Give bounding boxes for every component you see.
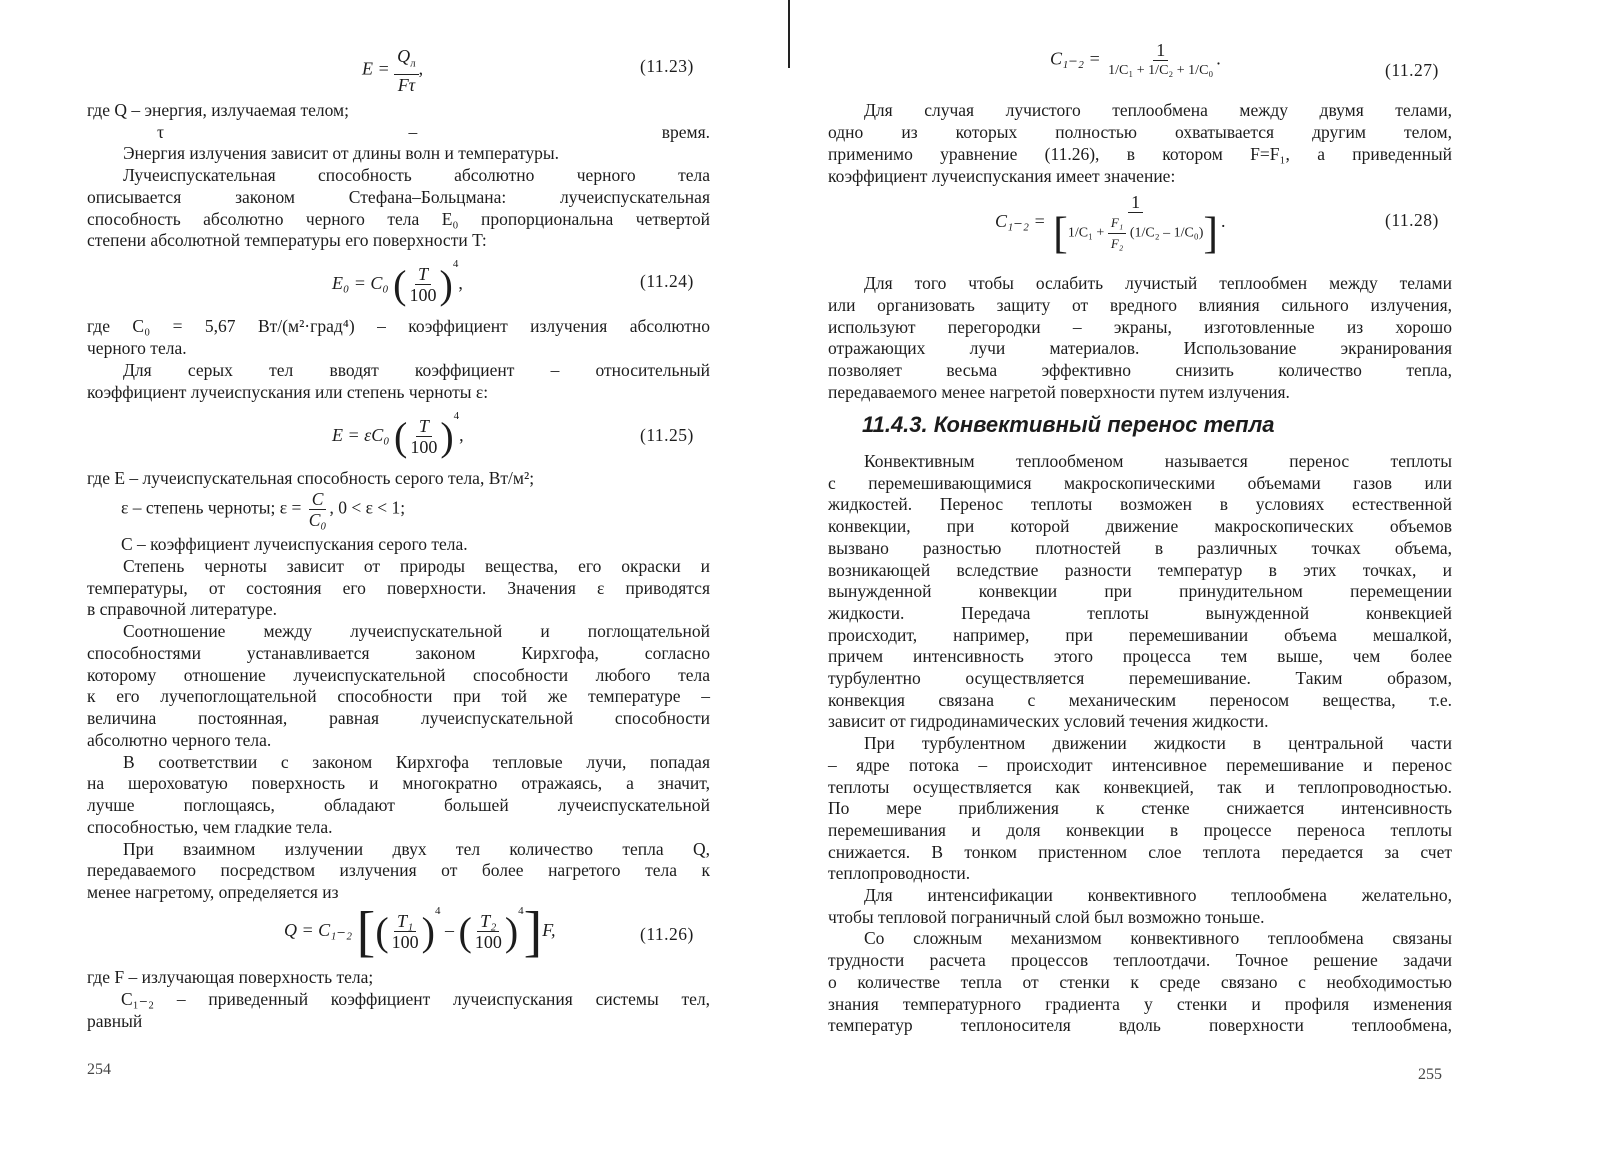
text-line: C – коэффициент лучеиспускания серого тела.	[121, 534, 468, 554]
equation-number: (11.27)	[1385, 60, 1439, 80]
text-line: к его лучепоглощательной способности при той же температуре –	[87, 686, 710, 707]
text-line: степени абсолютной температуры его поверхности T:	[87, 230, 487, 251]
equation-11-23: E = $\frac{Q_л}{F\tau}$ ,	[362, 46, 424, 95]
text-line: При турбулентном движении жидкости в центральной части	[864, 733, 1452, 754]
text-line: Для того чтобы ослабить лучистый теплообмен между телами	[864, 273, 1452, 293]
text-line: зависит от гидродинамических условий течения жидкости.	[828, 711, 1269, 732]
text-line: отражающих лучи материалов. Использование экранирования	[828, 338, 1452, 359]
equation-number: (11.24)	[640, 271, 694, 291]
text-line: коэффициент лучеиспускания имеет значение:	[828, 166, 1176, 186]
text-line: где C₀ = 5,67 Вт/(м²·град⁴) – коэффициент излучения абсолютно	[87, 316, 710, 336]
equation-number: (11.26)	[640, 924, 694, 944]
text-line: Лучеиспускательная способность абсолютно черного тела	[123, 165, 710, 186]
text-line: По мере приближения к стенке снижается интенсивность	[828, 798, 1452, 819]
text-line: менее нагретому, определяется из	[87, 882, 339, 902]
text-line: – ядре потока – происходит интенсивное перемешивание и перенос	[828, 754, 1452, 775]
text-line: Со сложным механизмом конвективного теплообмена связаны	[864, 928, 1452, 949]
text-line: где E – лучеиспускательная способность серого тела, Вт/м²;	[87, 468, 535, 488]
text-line: происходит, например, при перемешивании объема мешалкой,	[828, 624, 1452, 645]
text-line: позволяет весьма эффективно снизить количество тепла,	[828, 360, 1452, 381]
text-line: C₁₋₂ – приведенный коэффициент лучеиспускания системы тел,	[121, 989, 710, 1009]
text-line: величина постоянная, равная лучеиспускательной способности	[87, 708, 710, 728]
text-line: теплоты осуществляется как конвекцией, так и теплопроводностью.	[828, 776, 1452, 797]
equation-11-26: Q = C₁₋₂ [( $\frac{\text{T₁}}{100}$ )$^4$ – ( $\frac{\text{T₂}}{100}$ )$^4$]F,	[284, 900, 556, 963]
text-line: где F – излучающая поверхность тела;	[87, 967, 374, 987]
text-line: Степень черноты зависит от природы вещества, его окраски и	[123, 555, 710, 576]
text-line: черного тела.	[87, 338, 187, 358]
text-line: используют перегородки – экраны, изготовленные из хорошо	[828, 316, 1452, 337]
text-line: способностями устанавливается законом Кирхгофа, согласно	[87, 642, 710, 663]
text-line: одно из которых полностью охватывается другим телом,	[828, 122, 1452, 142]
text-line: жидкостей. Перенос теплоты возможен в условиях естественной	[828, 494, 1452, 515]
text-line: знания температурного градиента у стенки и профиля изменения	[828, 993, 1452, 1014]
equation-11-24: E₀ = C₀ ( $\frac{T}{100}$ )$^4$,	[332, 258, 463, 307]
text-line: коэффициент лучеиспускания или степень черноты ε:	[87, 382, 489, 402]
equation-number: (11.28)	[1385, 210, 1439, 230]
text-line: которому отношение лучеиспускательной способности любого тела	[87, 664, 710, 685]
text-line: трудности расчета процессов теплоотдачи. Точное решение задачи	[828, 950, 1452, 971]
text-line: причем интенсивность этого процесса тем выше, чем более	[828, 646, 1452, 667]
text-line: снижается. В тонком пристенном слое теплота передается за счет	[828, 841, 1452, 862]
text-line: с перемешивающимися макроскопическими объемами газов или	[828, 472, 1452, 493]
equation-11-28: C₁₋₂ = 1 [1/C₁ + $\frac{\text{F₁}}{\text{F₂}}$ (1/C₂ – 1/C₀)] .	[995, 192, 1226, 258]
text-line: на шероховатую поверхность и многократно отражаясь, а значит,	[87, 773, 710, 794]
equation-11-25: E = εC₀ ( $\frac{T}{100}$ )$^4$,	[332, 410, 464, 459]
equation-number: (11.25)	[640, 425, 694, 445]
text-line: способностью, чем гладкие тела.	[87, 816, 333, 837]
text-line: описывается законом Стефана–Больцмана: лучеиспускательная	[87, 186, 710, 207]
text-line: перемешивания и доля конвекции в процессе переноса теплоты	[828, 819, 1452, 840]
page-number: 255	[1418, 1066, 1442, 1083]
text-line: или организовать защиту от вредного влияния сильного излучения,	[828, 294, 1452, 315]
section-heading: 11.4.3. Конвективный перенос тепла	[862, 412, 1275, 437]
text-line: применимо уравнение (11.26), в котором F=F₁, а приведенный	[828, 144, 1452, 164]
text-line: чтобы тепловой пограничный слой был возможно тоньше.	[828, 906, 1265, 927]
text-line: способность абсолютно черного тела E₀ пропорциональна четвертой	[87, 208, 710, 229]
text-line: Для серых тел вводят коэффициент – относительный	[123, 360, 710, 380]
text-line: конвекция связана с механическим переносом вещества, т.е.	[828, 689, 1452, 710]
emissivity-definition: ε – степень черноты; ε = $\frac{C}{\text{C₀}}$ , 0 < ε < 1;	[121, 489, 406, 530]
text-line: Конвективным теплообменом называется перенос теплоты	[864, 451, 1452, 471]
text-line: передаваемого менее нагретой поверхности путем излучения.	[828, 382, 1290, 402]
text-line: температуры, от состояния его поверхности. Значения ε приводятся	[87, 577, 710, 598]
text-line: возникающей вследствие разности температур в этих точках, и	[828, 559, 1452, 580]
text-line: в справочной литературе.	[87, 599, 278, 620]
text-line: где Q – энергия, излучаемая телом;	[87, 100, 349, 120]
text-line: вынужденной конвекции при принудительном перемещении	[828, 581, 1452, 602]
text-line: вызвано разностью плотностей в различных точках объема,	[828, 537, 1452, 558]
text-line: жидкости. Передача теплоты вынужденной конвекцией	[828, 602, 1452, 623]
text-line: теплопроводности.	[828, 863, 971, 884]
text-line: равный	[87, 1011, 143, 1031]
text-line: о количестве тепла от стенки к среде связано с необходимостью	[828, 971, 1452, 992]
text-line: передаваемого посредством излучения от более нагретого тела к	[87, 860, 710, 881]
text-line: τ – время.	[157, 121, 710, 142]
text-line: В соответствии с законом Кирхгофа тепловые лучи, попадая	[123, 751, 710, 772]
text-line: температур теплоносителя вдоль поверхности теплообмена,	[828, 1015, 1452, 1036]
text-line: Соотношение между лучеиспускательной и поглощательной	[123, 621, 710, 641]
text-line: конвекции, при которой движение макроскопических объемов	[828, 516, 1452, 537]
text-line: абсолютно черного тела.	[87, 729, 272, 750]
equation-number: (11.23)	[640, 56, 694, 76]
text-line: лучше поглощаясь, обладают большей лучеиспускательной	[87, 795, 710, 815]
page-number: 254	[87, 1061, 111, 1078]
text-line: Для интенсификации конвективного теплообмена желательно,	[864, 885, 1452, 905]
text-line: Для случая лучистого теплообмена между двумя телами,	[864, 100, 1452, 120]
equation-11-27: C₁₋₂ = $\frac{1}{\text{1/C₁ + 1/C₂ + 1/C₀}}$ .	[1050, 40, 1221, 78]
text-line: При взаимном излучении двух тел количество тепла Q,	[123, 838, 710, 859]
text-line: Энергия излучения зависит от длины волн и температуры.	[123, 143, 560, 164]
text-line: турбулентно осуществляется перемешивание. Таким образом,	[828, 668, 1452, 688]
